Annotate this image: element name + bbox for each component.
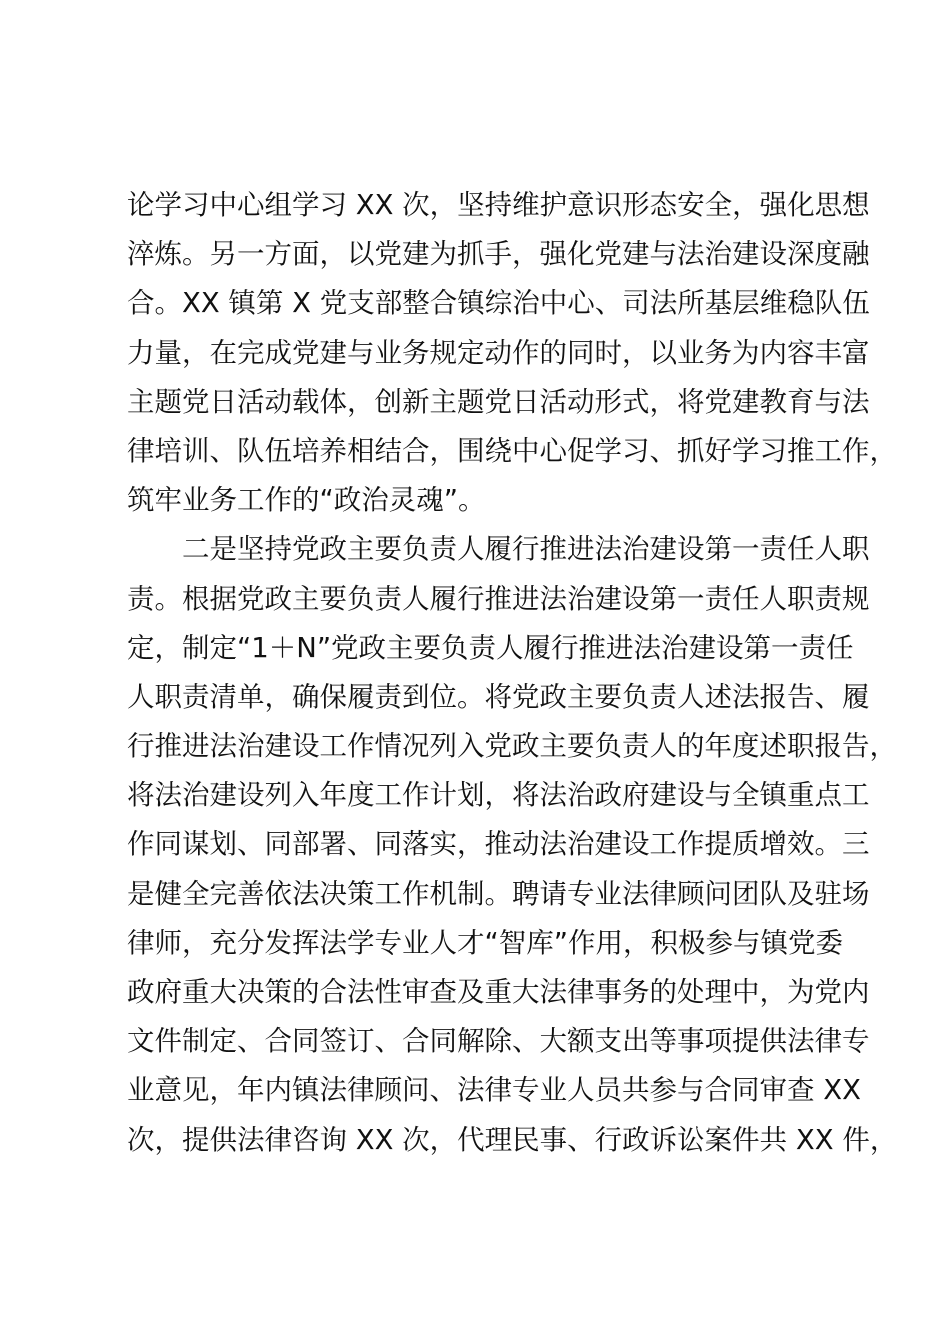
text-line: 淬炼。另一方面，以党建为抓手，强化党建与法治建设深度融 [127,238,870,271]
text-line: 是健全完善依法决策工作机制。聘请专业法律顾问团队及驻场 [127,877,870,910]
text-line: 文件制定、合同签订、合同解除、大额支出等事项提供法律专 [127,1025,870,1058]
text-line: 责。根据党政主要负责人履行推进法治建设第一责任人职责规 [127,582,870,615]
text-line: 论学习中心组学习 XX 次，坚持维护意识形态安全，强化思想 [127,189,870,221]
document-body [127,181,898,1165]
text-line: 业意见，年内镇法律顾问、法律专业人员共参与合同审查 XX [127,1074,861,1107]
text-line: 次，提供法律咨询 XX 次，代理民事、行政诉讼案件共 XX 件， [127,1123,898,1156]
text-line: 定，制定“1＋N”党政主要负责人履行推进法治建设第一责任 [127,631,854,664]
text-line: 作同谋划、同部署、同落实，推动法治建设工作提质增效。三 [127,828,870,861]
text-line: 政府重大决策的合法性审查及重大法律事务的处理中，为党内 [127,976,870,1008]
text-line: 力量，在完成党建与业务规定动作的同时，以业务为内容丰富 [127,336,870,369]
paragraph-first-line: 二是坚持党政主要负责人履行推进法治建设第一责任人职 [182,533,870,566]
text-line: 律师，充分发挥法学专业人才“智库”作用，积极参与镇党委 [127,926,843,959]
text-line: 律培训、队伍培养相结合，围绕中心促学习、抓好学习推工作， [127,434,897,467]
text-line: 将法治建设列入年度工作计划，将法治政府建设与全镇重点工 [127,779,870,812]
text-line: 人职责清单，确保履责到位。将党政主要负责人述法报告、履 [127,680,870,713]
text-line: 合。XX 镇第 X 党支部整合镇综治中心、司法所基层维稳队伍 [127,287,870,320]
text-line: 行推进法治建设工作情况列入党政主要负责人的年度述职报告， [127,730,897,763]
text-line: 主题党日活动载体，创新主题党日活动形式，将党建教育与法 [127,385,870,418]
text-line: 筑牢业务工作的“政治灵魂”。 [127,484,486,517]
